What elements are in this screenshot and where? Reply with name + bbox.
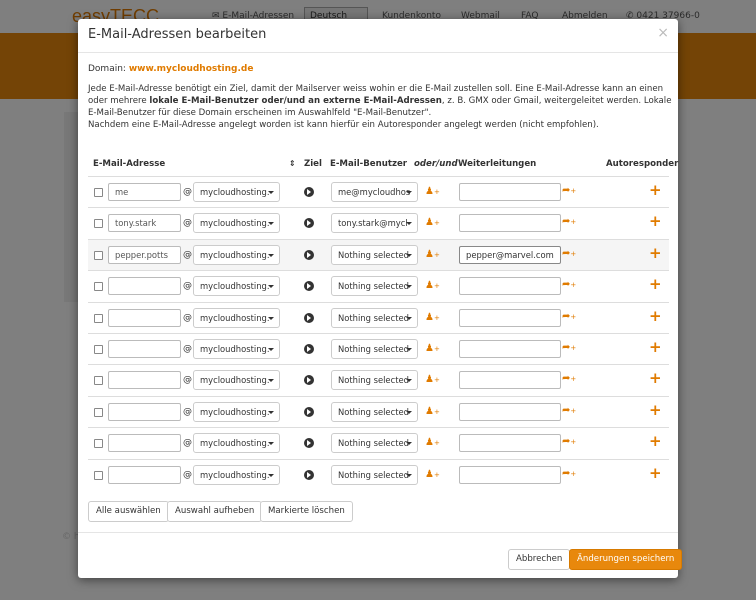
arrow-right-circle-icon [304, 407, 314, 417]
header-forwards: Weiterleitungen [458, 159, 537, 169]
table-row [88, 459, 669, 491]
add-autoresponder-icon[interactable]: + [649, 463, 662, 482]
modal-header [78, 19, 678, 53]
domain-select-value: mycloudhosting. [200, 312, 270, 323]
description [88, 83, 673, 131]
chevron-down-icon [406, 411, 412, 414]
at-sign: @ [183, 375, 192, 386]
chevron-down-icon [406, 254, 412, 257]
forward-input[interactable] [459, 277, 561, 295]
domain-select[interactable] [193, 276, 280, 296]
local-part-input[interactable] [108, 340, 181, 358]
chevron-down-icon [406, 474, 412, 477]
email-user-select[interactable] [331, 308, 418, 328]
email-user-select[interactable] [331, 433, 418, 453]
domain-select[interactable] [193, 245, 280, 265]
table-row [88, 333, 669, 365]
email-user-select[interactable] [331, 276, 418, 296]
local-part-input[interactable]: tony.stark [108, 214, 181, 232]
header-target: Ziel [304, 159, 322, 169]
email-user-select[interactable] [331, 182, 418, 202]
row-checkbox[interactable] [94, 282, 103, 291]
domain-select[interactable] [193, 465, 280, 485]
add-autoresponder-icon[interactable]: + [649, 243, 662, 262]
add-autoresponder-icon[interactable]: + [649, 338, 662, 356]
desc-part-3: Nachdem eine E-Mail-Adresse angelegt worden ist kann hierfür ein Autoresponder angelegt werden (nicht empfohlen). [88, 120, 599, 130]
desc-part-1: Jede E-Mail-Adresse benötigt ein Ziel, damit der Mailserver weiss wohin er die E-Mail zustellen soll. Eine E-Mail-Adresse kann an einen oder mehrere [88, 84, 664, 106]
forward-input[interactable] [459, 434, 561, 452]
at-sign: @ [183, 281, 192, 292]
chevron-down-icon [268, 411, 274, 414]
forward-input[interactable] [459, 403, 561, 421]
chevron-down-icon [268, 285, 274, 288]
domain-select-value: mycloudhosting. [200, 249, 270, 260]
domain-select[interactable] [193, 402, 280, 422]
header-and-or: oder/und [414, 159, 458, 169]
email-user-select[interactable] [331, 245, 418, 265]
at-sign: @ [183, 438, 192, 449]
domain-select-value: mycloudhosting. [200, 281, 270, 292]
delete-marked-button[interactable]: Markierte löschen [260, 501, 353, 522]
chevron-down-icon [268, 442, 274, 445]
close-icon[interactable]: × [657, 25, 669, 41]
add-forward-icon[interactable]: ➦+ [562, 373, 577, 385]
cancel-button[interactable]: Abbrechen [508, 549, 570, 570]
edit-email-modal [78, 19, 678, 578]
chevron-down-icon [268, 474, 274, 477]
domain-select[interactable] [193, 308, 280, 328]
modal-footer-divider [78, 532, 678, 533]
table-row [88, 427, 669, 459]
at-sign: @ [183, 249, 192, 260]
add-autoresponder-icon[interactable]: + [649, 275, 662, 294]
email-user-value: Nothing selected [338, 469, 409, 480]
domain-select[interactable] [193, 213, 280, 233]
add-forward-icon[interactable]: ➦+ [562, 216, 577, 228]
domain-select[interactable] [193, 433, 280, 453]
forward-input[interactable] [459, 340, 561, 358]
table-row [88, 239, 669, 271]
email-user-value: me@mycloudhos [338, 187, 411, 197]
table-row [88, 364, 669, 396]
add-autoresponder-icon[interactable]: + [649, 306, 662, 325]
domain-select-value: mycloudhosting. [200, 218, 270, 229]
chevron-down-icon [268, 348, 274, 351]
chevron-down-icon [406, 442, 412, 445]
local-part-input[interactable] [108, 371, 181, 389]
add-autoresponder-icon[interactable]: + [649, 400, 662, 419]
add-forward-icon[interactable]: ➦+ [562, 404, 577, 416]
chevron-down-icon [268, 317, 274, 320]
forward-input[interactable] [459, 183, 561, 201]
add-forward-icon[interactable]: ➦+ [562, 342, 577, 353]
email-user-select[interactable] [331, 370, 418, 390]
local-part-input[interactable]: pepper.potts [108, 246, 181, 264]
at-sign: @ [183, 312, 192, 323]
email-user-value: Nothing selected [338, 249, 409, 260]
forward-input[interactable]: pepper@marvel.com [459, 246, 561, 264]
arrow-right-circle-icon [304, 438, 314, 448]
forward-input[interactable] [459, 214, 561, 232]
email-user-value: Nothing selected [338, 312, 409, 323]
row-checkbox[interactable] [94, 408, 103, 417]
chevron-down-icon [406, 379, 412, 382]
sort-icon[interactable]: ⇕ [289, 159, 296, 168]
domain-value: www.mycloudhosting.de [128, 64, 254, 74]
at-sign: @ [183, 218, 192, 229]
table-row [88, 207, 669, 239]
domain-label: Domain: [88, 64, 129, 74]
email-user-value: tony.stark@mycl [338, 218, 408, 229]
add-forward-icon[interactable]: ➦+ [562, 279, 577, 291]
domain-select[interactable] [193, 339, 280, 359]
forward-input[interactable] [459, 371, 561, 389]
add-forward-icon[interactable]: ➦+ [562, 185, 577, 196]
domain-select-value: mycloudhosting. [200, 438, 270, 449]
save-button[interactable]: Änderungen speichern [569, 549, 682, 570]
arrow-right-circle-icon [304, 281, 314, 291]
chevron-down-icon [406, 317, 412, 320]
add-user-icon[interactable]: ♟+ [425, 437, 440, 449]
domain-select[interactable] [193, 370, 280, 390]
email-user-value: Nothing selected [338, 375, 409, 386]
add-autoresponder-icon[interactable]: + [649, 181, 662, 199]
chevron-down-icon [268, 191, 274, 194]
add-user-icon[interactable]: ♟+ [425, 248, 440, 260]
email-user-select[interactable] [331, 402, 418, 422]
at-sign: @ [183, 469, 192, 480]
add-user-icon[interactable]: ♟+ [425, 343, 440, 354]
local-part-input[interactable] [108, 466, 181, 484]
forward-input[interactable] [459, 309, 561, 327]
header-email-users: E-Mail-Benutzer [330, 159, 408, 169]
add-autoresponder-icon[interactable]: + [649, 369, 662, 388]
select-all-button[interactable]: Alle auswählen [88, 501, 169, 522]
add-user-icon[interactable]: ♟+ [425, 374, 440, 386]
chevron-down-icon [268, 222, 274, 225]
row-checkbox[interactable] [94, 251, 103, 260]
arrow-right-circle-icon [304, 218, 314, 228]
add-user-icon[interactable]: ♟+ [425, 311, 440, 323]
domain-select-value: mycloudhosting. [200, 469, 270, 480]
forward-input[interactable] [459, 466, 561, 484]
table-row [88, 396, 669, 428]
email-user-select[interactable] [331, 213, 418, 233]
table-row [88, 302, 669, 334]
add-autoresponder-icon[interactable]: + [649, 212, 662, 231]
local-part-input[interactable] [108, 434, 181, 452]
row-checkbox[interactable] [94, 376, 103, 385]
add-user-icon[interactable]: ♟+ [425, 217, 440, 229]
email-user-select[interactable] [331, 465, 418, 485]
add-forward-icon[interactable]: ➦+ [562, 247, 577, 259]
arrow-right-circle-icon [304, 187, 314, 197]
arrow-right-circle-icon [304, 344, 314, 354]
chevron-down-icon [406, 191, 412, 194]
row-checkbox[interactable] [94, 345, 103, 354]
at-sign: @ [183, 406, 192, 417]
table-row [88, 270, 669, 302]
chevron-down-icon [406, 348, 412, 351]
domain-select-value: mycloudhosting. [200, 375, 270, 386]
desc-part-2: , z. B. GMX oder Gmail, weitergeleitet werden. Lokale E-Mail-Benutzer für diese Domain erscheinen im Auswahlfeld "E-Mail-Benutzer". [88, 96, 672, 118]
row-checkbox[interactable] [94, 314, 103, 323]
domain-select-value: mycloudhosting. [200, 344, 270, 354]
at-sign: @ [183, 187, 192, 197]
arrow-right-circle-icon [304, 313, 314, 323]
add-forward-icon[interactable]: ➦+ [562, 310, 577, 322]
domain-select[interactable] [193, 182, 280, 202]
local-part-input[interactable] [108, 277, 181, 295]
deselect-button[interactable]: Auswahl aufheben [167, 501, 262, 522]
email-user-select[interactable] [331, 339, 418, 359]
email-user-value: Nothing selected [338, 344, 409, 354]
email-user-value: Nothing selected [338, 438, 409, 449]
chevron-down-icon [268, 379, 274, 382]
desc-bold: lokale E-Mail-Benutzer oder/und an externe E-Mail-Adressen [149, 96, 442, 106]
add-user-icon[interactable]: ♟+ [425, 280, 440, 292]
local-part-input[interactable] [108, 403, 181, 421]
add-forward-icon[interactable]: ➦+ [562, 467, 577, 479]
row-checkbox[interactable] [94, 219, 103, 228]
domain-select-value: mycloudhosting. [200, 406, 270, 417]
row-checkbox[interactable] [94, 188, 103, 197]
email-user-value: Nothing selected [338, 406, 409, 417]
arrow-right-circle-icon [304, 375, 314, 385]
row-checkbox[interactable] [94, 439, 103, 448]
header-email-address: E-Mail-Adresse [93, 159, 166, 169]
modal-title: E-Mail-Adressen bearbeiten [88, 27, 267, 42]
chevron-down-icon [406, 222, 412, 225]
row-checkbox[interactable] [94, 471, 103, 480]
local-part-input[interactable] [108, 309, 181, 327]
local-part-input[interactable]: me [108, 183, 181, 201]
chevron-down-icon [406, 285, 412, 288]
add-user-icon[interactable]: ♟+ [425, 468, 440, 480]
arrow-right-circle-icon [304, 470, 314, 480]
chevron-down-icon [268, 254, 274, 257]
add-forward-icon[interactable]: ➦+ [562, 436, 577, 448]
domain-select-value: mycloudhosting. [200, 187, 270, 197]
at-sign: @ [183, 344, 192, 354]
arrow-right-circle-icon [304, 250, 314, 260]
table-row [88, 176, 669, 208]
add-user-icon[interactable]: ♟+ [425, 186, 440, 197]
add-user-icon[interactable]: ♟+ [425, 405, 440, 417]
header-autoresponder: Autoresponder [606, 159, 679, 169]
add-autoresponder-icon[interactable]: + [649, 432, 662, 451]
email-user-value: Nothing selected [338, 281, 409, 292]
domain-info [88, 64, 253, 74]
